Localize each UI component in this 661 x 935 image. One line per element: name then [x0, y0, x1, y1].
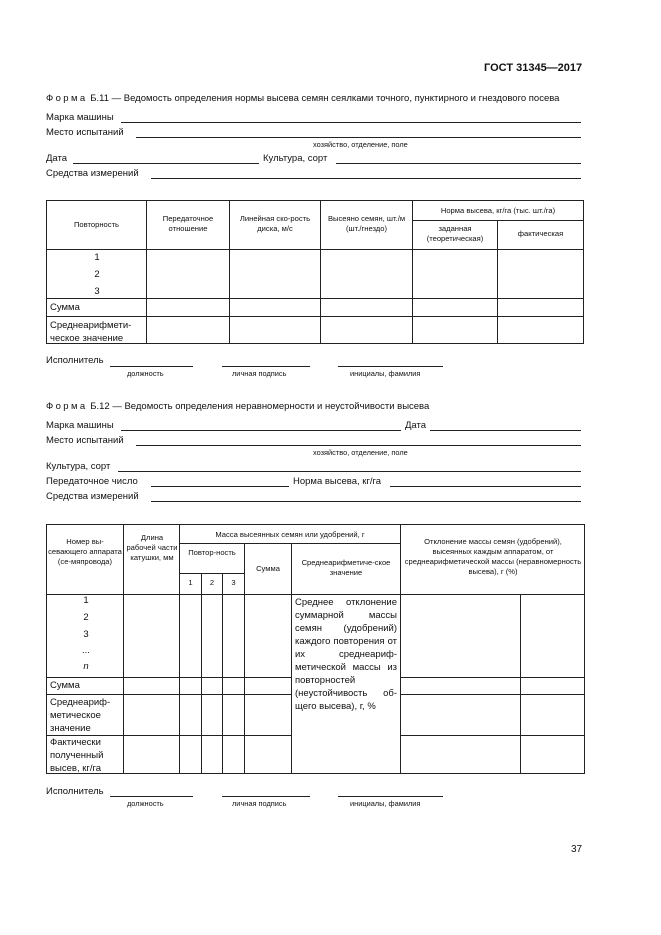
form12-place-label: Место испытаний [46, 435, 124, 446]
form11-col-sown: Высеяно семян, шт./м (шт./гнездо) [327, 214, 406, 233]
form12-col-repeats: Повтор-ность [188, 548, 236, 557]
form12-name-line[interactable] [338, 796, 443, 797]
form12-col-mass: Масса высеянных семян или удобрений, г [215, 530, 365, 539]
form12-merged-note: Среднее отклонение суммарной массы семян (удобрений) каждого повторения от их среднеариф-метической массы из повторностей (неустойчивость об-щего высева), г, % [295, 597, 397, 712]
form11-tools-label: Средства измерений [46, 168, 139, 179]
form12-col-r3: 3 [231, 578, 236, 587]
form12-position-line[interactable] [110, 796, 193, 797]
form12-row-2: 2 [83, 612, 89, 623]
form12-row-sum: Сумма [50, 680, 80, 691]
form12-machine-label: Марка машины [46, 420, 114, 431]
form12-col-r1: 1 [188, 578, 193, 587]
form11-col-norm: Норма высева, кг/га (тыс. шт./га) [440, 206, 556, 215]
form12-name-hint: инициалы, фамилия [350, 799, 421, 808]
form11-position-hint: должность [127, 369, 164, 378]
form12-col-mean: Среднеарифметиче-ское значение [301, 558, 391, 577]
form11-row-3: 3 [94, 286, 100, 297]
form12-gear-label: Передаточное число [46, 476, 138, 487]
form12-tools-label: Средства измерений [46, 491, 139, 502]
form11-sign-hint: личная подпись [232, 369, 287, 378]
form11-col-gear: Передаточное отношение [162, 214, 214, 233]
form12-row-3: 3 [83, 629, 89, 640]
form11-place-label: Место испытаний [46, 127, 124, 138]
form12-crop-label: Культура, сорт [46, 461, 111, 472]
form12-col-deviation: Отклонение массы семян (удобрений), высеянных каждым аппаратом, от среднеарифметической массы (неравномерность высева), г (%) [404, 537, 582, 576]
form12-date-label: Дата [405, 420, 427, 431]
form11-executor-label: Исполнитель [46, 355, 104, 366]
form11-name-hint: инициалы, фамилия [350, 369, 421, 378]
form11-place-hint: хозяйство, отделение, поле [313, 140, 408, 149]
form12-title-text: Б.12 — Ведомость определения неравномерности и неустойчивости высева [87, 401, 430, 412]
form11-col-norm-actual: фактическая [517, 229, 564, 238]
form12-row-mean: Среднеариф-метическое значение [50, 697, 111, 734]
form12-col-sum: Сумма [256, 564, 280, 573]
form12-norm-label: Норма высева, кг/га [293, 476, 382, 487]
form12-col-coil: Длина рабочей части катушки, мм [126, 533, 178, 562]
form12-col-unit: Номер вы-севающего аппарата (се-мяпровода) [48, 537, 122, 566]
form11-col-norm-set: заданная (теоретическая) [426, 224, 484, 243]
form12-position-hint: должность [127, 799, 164, 808]
document-standard-id: ГОСТ 31345—2017 [484, 62, 583, 74]
form11-col-repeat: Повторность [73, 220, 120, 229]
form12-row-1: 1 [83, 595, 89, 606]
form12-executor-label: Исполнитель [46, 786, 104, 797]
form12-row-ellipsis: ... [82, 645, 90, 656]
form12-row-n: n [83, 661, 89, 672]
form11-row-2: 2 [94, 269, 100, 280]
form12-place-hint: хозяйство, отделение, поле [313, 448, 408, 457]
form11-col-speed: Линейная ско-рость диска, м/с [239, 214, 311, 233]
form11-date-label: Дата [46, 153, 68, 164]
form11-row-1: 1 [94, 252, 100, 263]
form12-col-r2: 2 [209, 578, 215, 587]
form11-row-sum: Сумма [50, 302, 80, 313]
form11-title-text: Б.11 — Ведомость определения нормы высева семян сеялками точного, пунктирного и гнездового посева [87, 93, 560, 104]
form12-sign-hint: личная подпись [232, 799, 287, 808]
form11-machine-label: Марка машины [46, 112, 114, 123]
form12-prefix: Форма [46, 401, 88, 412]
form11-crop-label: Культура, сорт [263, 153, 328, 164]
page-number: 37 [571, 844, 583, 855]
form11-row-mean: Среднеарифмети-ческое значение [50, 320, 132, 344]
form12-sign-line[interactable] [222, 796, 310, 797]
form11-prefix: Форма [46, 93, 88, 104]
form12-row-actual: Фактически полученный высев, кг/га [50, 737, 104, 774]
